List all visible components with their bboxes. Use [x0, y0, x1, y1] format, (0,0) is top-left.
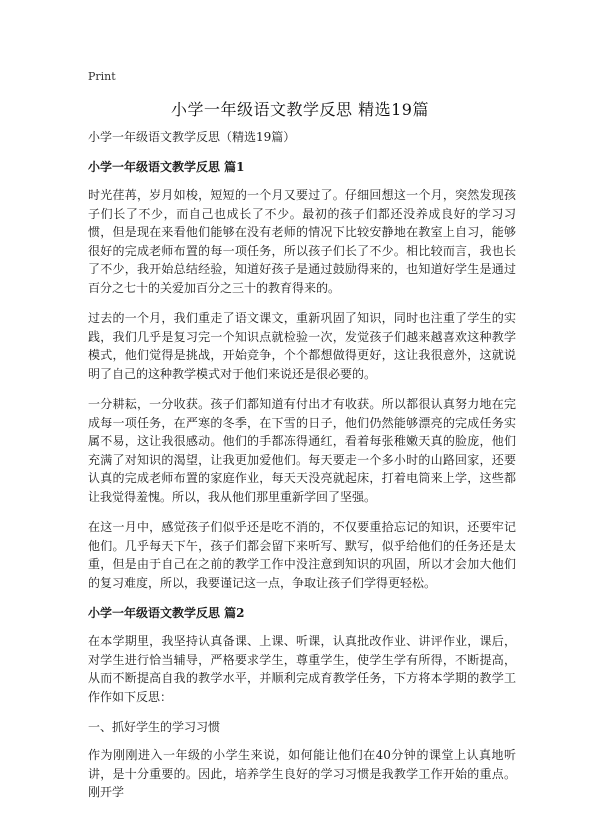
document-subtitle: 小学一年级语文教学反思（精选19篇） [88, 130, 296, 144]
section-2-subheading: 一、抓好学生的学习习惯 [88, 720, 221, 734]
print-link[interactable]: Print [88, 70, 116, 83]
document-title: 小学一年级语文教学反思 精选19篇 [171, 100, 429, 119]
section-1-paragraph-2: 过去的一个月，我们重走了语文课文，重新巩固了知识，同时也注重了学生的实践，我们几乎是复习完一个知识点就检验一次，发觉孩子们越来越喜欢这种教学模式，他们觉得是挑战，开始竞争，个个都想做得更好，这让我很意外，这就说明了自己的这种教学模式对于他们来说还是很必要的。 [88, 311, 516, 381]
section-heading-1: 小学一年级语文教学反思 篇1 [88, 160, 245, 174]
section-1-paragraph-3: 一分耕耘，一分收获。孩子们都知道有付出才有收获。所以都很认真努力地在完成每一项任务，在严寒的冬季，在下雪的日子，他们仍然能够漂亮的完成任务实属不易，这让我很感动。他们的手都冻得通红，看着每张稚嫩天真的脸庞，他们充满了对知识的渴望，让我更加爱他们。每天要走一个多小时的山路回家，还要认真的完成老师布置的家庭作业，每天天没亮就起床，打着电筒来上学，这些都让我觉得羞愧。所以，我从他们那里重新学回了坚强。 [88, 397, 516, 504]
section-2-paragraph-2: 作为刚刚进入一年级的小学生来说，如何能让他们在40分钟的课堂上认真地听讲，是十分重要的。因此，培养学生良好的学习习惯是我教学工作开始的重点。刚开学 [88, 748, 516, 799]
section-2-paragraph-1: 在本学期里，我坚持认真备课、上课、听课，认真批改作业、讲评作业，课后，对学生进行恰当辅导，严格要求学生，尊重学生，使学生学有所得，不断提高，从而不断提高自我的教学水平，并顺利完成育教学任务，下方将本学期的教学工作作如下反思： [88, 634, 516, 704]
section-1-paragraph-4: 在这一月中，感觉孩子们似乎还是吃不消的，不仅要重拾忘记的知识，还要牢记他们。几乎每天下午，孩子们都会留下来听写、默写，似乎给他们的任务还是太重，但是由于自己在之前的教学工作中没注意到知识的巩固，所以才会加大他们的复习难度，所以，我要谨记这一点，争取让孩子们学得更轻松。 [88, 520, 516, 590]
section-1-paragraph-1: 时光荏苒，岁月如梭，短短的一个月又要过了。仔细回想这一个月，突然发现孩子们长了不少，而自己也成长了不少。最初的孩子们都还没养成良好的学习习惯，但是现在来看他们能够在没有老师的情况下比较安静地在教室上自习，能够很好的完成老师布置的每一项任务，所以孩子们长了不少。相比较而言，我也长了不少，我开始总结经验，知道好孩子是通过鼓励得来的，也知道好学生是通过百分之七十的关爱加百分之三十的教育得来的。 [88, 188, 516, 295]
section-heading-2: 小学一年级语文教学反思 篇2 [88, 606, 245, 620]
document-body [88, 128, 516, 814]
